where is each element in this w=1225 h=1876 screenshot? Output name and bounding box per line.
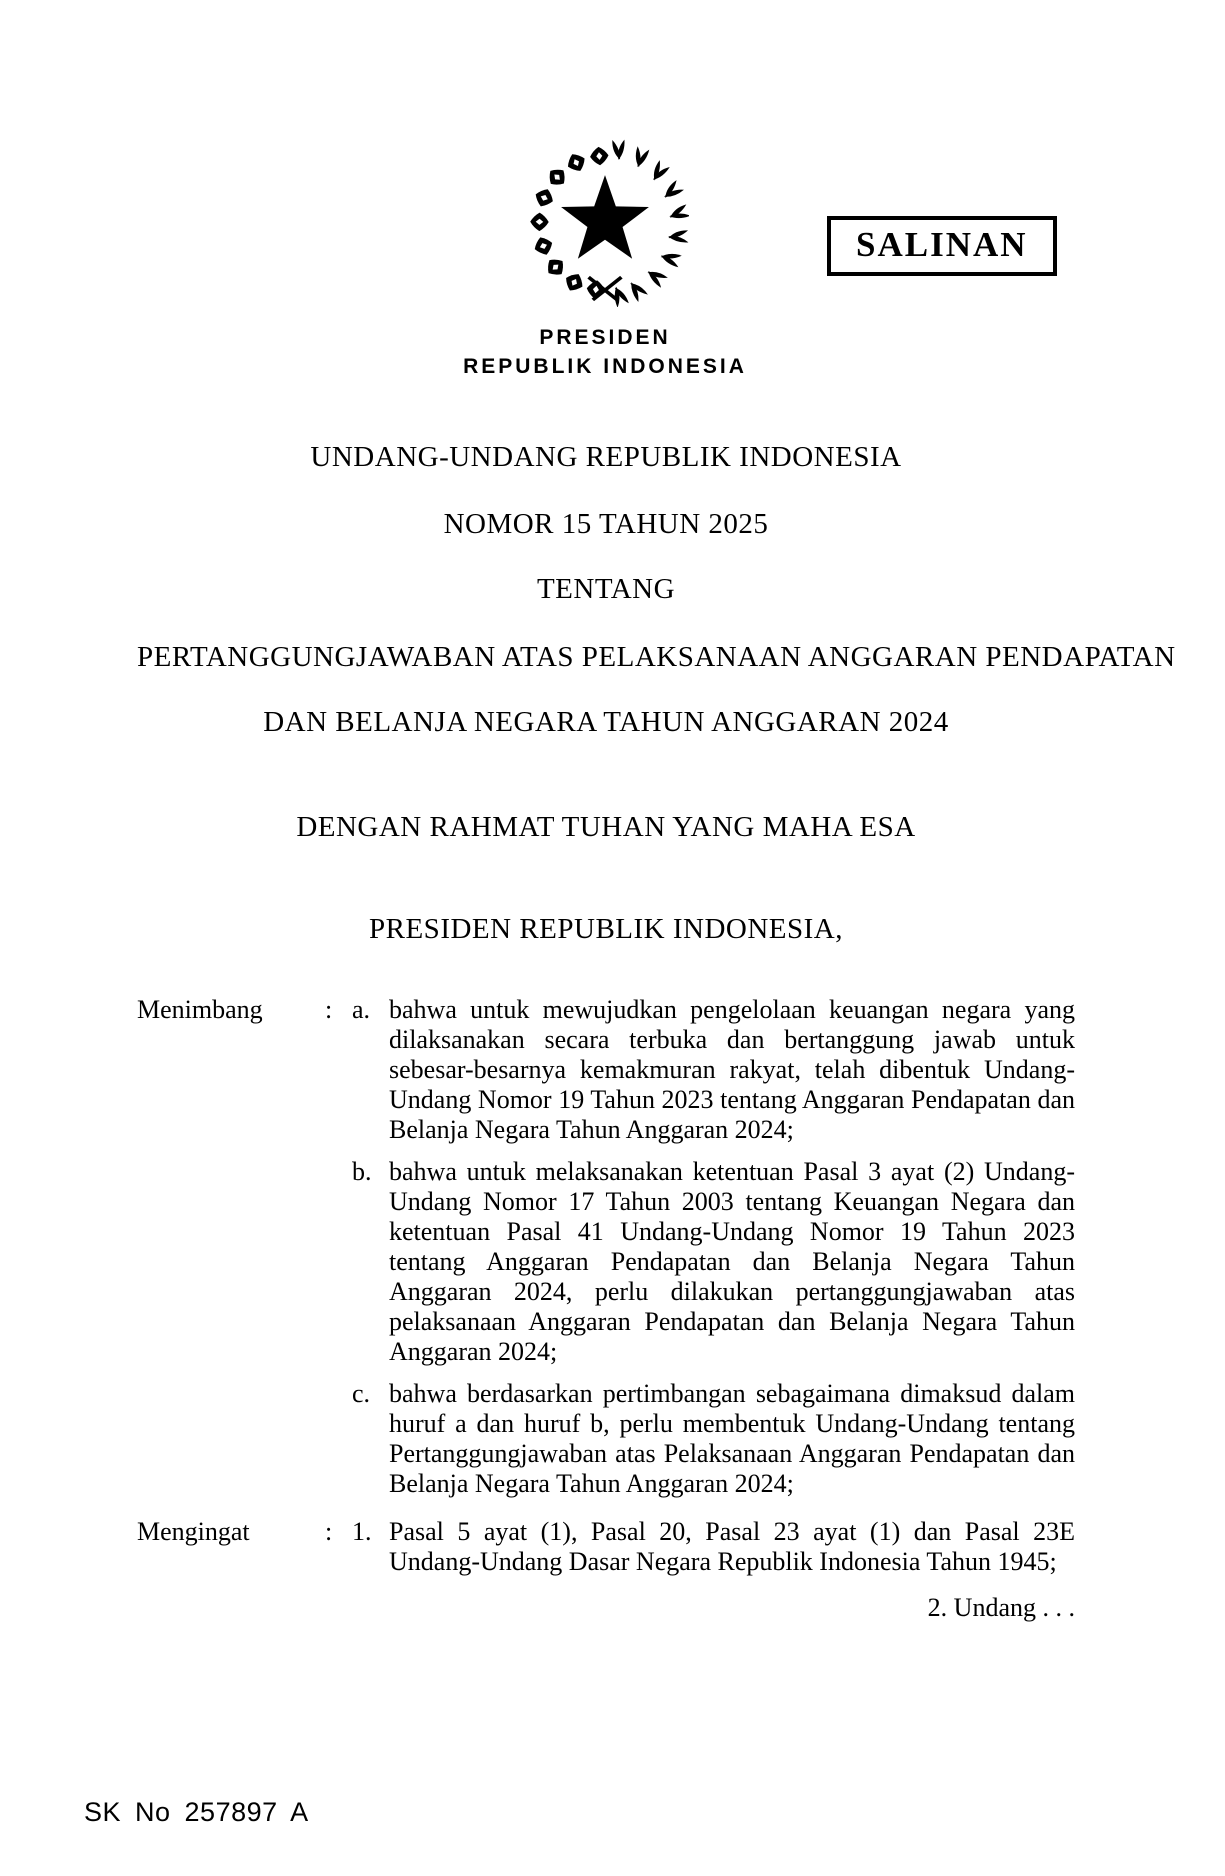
letterhead-line-presiden: PRESIDEN (539, 326, 671, 349)
doc-enacting-authority: PRESIDEN REPUBLIK INDONESIA, (369, 913, 843, 945)
considering-item-b (137, 1157, 1075, 1367)
recalling-label: Mengingat (137, 1517, 250, 1546)
considering-marker-c: c. (352, 1379, 371, 1408)
page-catchword: 2. Undang . . . (927, 1593, 1075, 1622)
letterhead-line-republik: REPUBLIK INDONESIA (463, 355, 747, 378)
considering-marker-b: b. (352, 1157, 372, 1186)
considering-text-b: bahwa untuk melaksanakan ketentuan Pasal 3 ayat (2) Undang-Undang Nomor 17 Tahun 2003 tentang Keuangan Negara dan ketentuan Pasal 41 Undang-Undang Nomor 19 Tahun 2023 tentang Anggaran Pendapatan dan Belanja Negara Tahun Anggaran 2024, perlu dilakukan pertanggungjawaban atas pelaksanaan Anggaran Pendapatan dan Belanja Negara Tahun Anggaran 2024; (389, 1157, 1075, 1366)
considering-text-a: bahwa untuk mewujudkan pengelolaan keuangan negara yang dilaksanakan secara terbuka dan bertanggung jawab untuk sebesar-besarnya kemakmuran rakyat, telah dibentuk Undang-Undang Nomor 19 Tahun 2023 tentang Anggaran Pendapatan dan Belanja Negara Tahun Anggaran 2024; (389, 995, 1075, 1144)
doc-title-subject-line2: DAN BELANJA NEGARA TAHUN ANGGARAN 2024 (263, 706, 949, 738)
sk-serial-number: SK No 257897 A (84, 1797, 309, 1827)
considering-item-a (137, 995, 1075, 1145)
salinan-stamp-label: SALINAN (856, 225, 1028, 264)
document-body (137, 0, 1176, 1623)
doc-title-number: NOMOR 15 TAHUN 2025 (443, 508, 769, 540)
considering-marker-a: a. (352, 995, 371, 1024)
recalling-marker-1: 1. (352, 1517, 372, 1546)
recalling-item-1 (137, 1517, 1075, 1577)
considering-item-c (137, 1379, 1075, 1499)
considering-separator: : (325, 995, 333, 1024)
doc-title-subject-line1: PERTANGGUNGJAWABAN ATAS PELAKSANAAN ANGGARAN PENDAPATAN (137, 641, 1176, 673)
doc-title-tentang: TENTANG (536, 573, 676, 605)
considering-label: Menimbang (137, 995, 263, 1024)
recalling-text-1: Pasal 5 ayat (1), Pasal 20, Pasal 23 ayat (1) dan Pasal 23E Undang-Undang Dasar Negara Republik Indonesia Tahun 1945; (389, 1517, 1075, 1576)
doc-title-line1: UNDANG-UNDANG REPUBLIK INDONESIA (310, 441, 902, 473)
recalling-separator: : (325, 1517, 333, 1546)
doc-invocation: DENGAN RAHMAT TUHAN YANG MAHA ESA (296, 811, 916, 843)
considering-text-c: bahwa berdasarkan pertimbangan sebagaimana dimaksud dalam huruf a dan huruf b, perlu membentuk Undang-Undang tentang Pertanggungjawaban atas Pelaksanaan Anggaran Pendapatan dan Belanja Negara Tahun Anggaran 2024; (389, 1379, 1075, 1498)
